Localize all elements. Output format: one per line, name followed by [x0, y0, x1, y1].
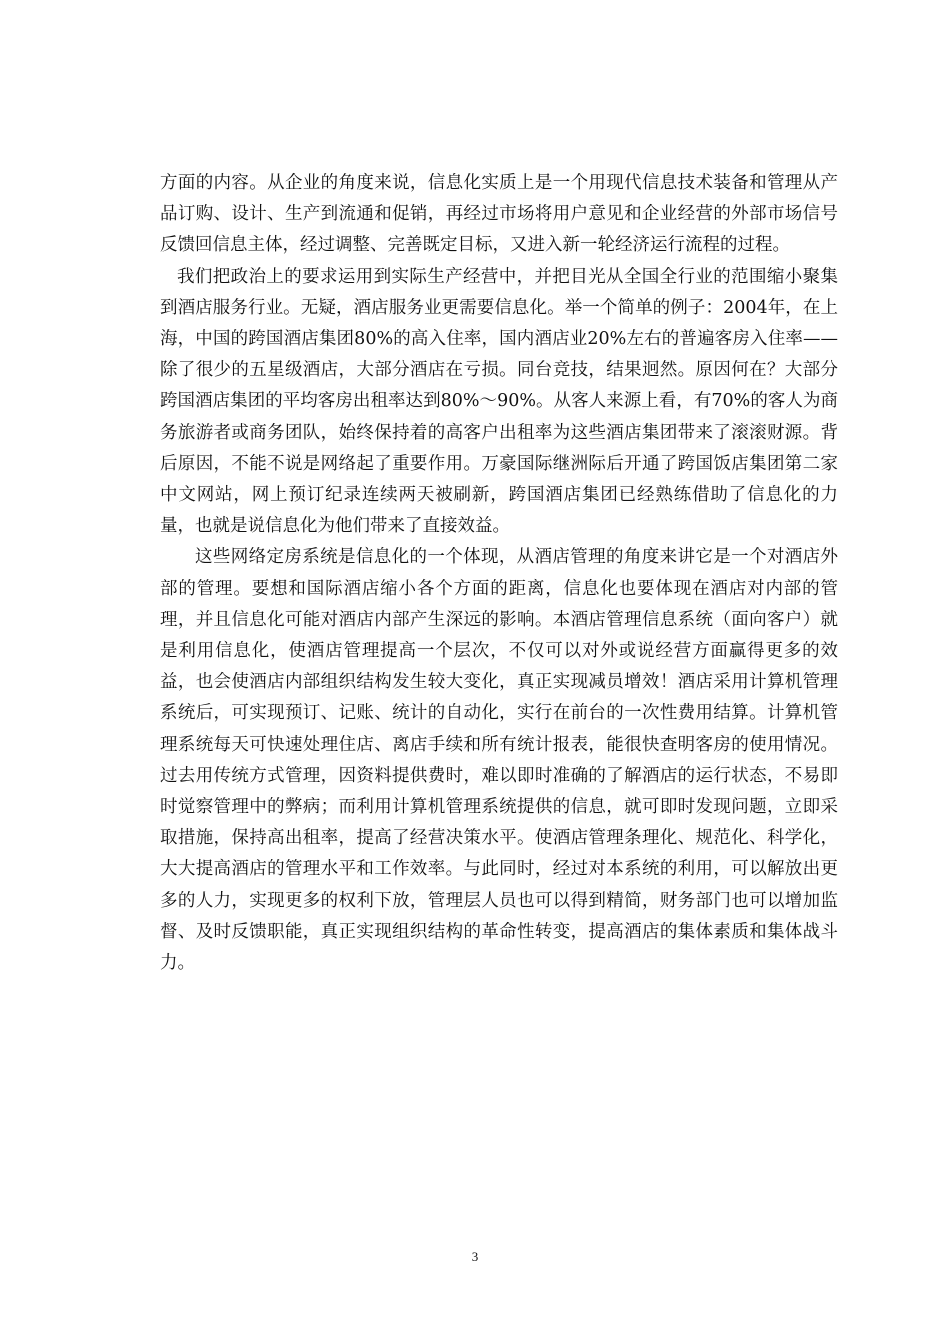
- paragraph-hotel-industry: 我们把政治上的要求运用到实际生产经营中，并把目光从全国全行业的范围缩小聚集到酒店服务行业。无疑，酒店服务业更需要信息化。举一个简单的例子：2004年，在上海，中国的跨国酒店集团80%的高入住率，国内酒店业20%左右的普遍客房入住率——除了很少的五星级酒店，大部分酒店在亏损。同台竞技，结果迥然。原因何在？大部分跨国酒店集团的平均客房出租率达到80%～90%。从客人来源上看，有70%的客人为商务旅游者或商务团队，始终保持着的高客户出租率为这些酒店集团带来了滚滚财源。背后原因，不能不说是网络起了重要作用。万豪国际继洲际后开通了跨国饭店集团第二家中文网站，网上预订纪录连续两天被刷新，跨国酒店集团已经熟练借助了信息化的力量，也就是说信息化为他们带来了直接效益。: [160, 266, 838, 537]
- paragraph-management-system: 这些网络定房系统是信息化的一个体现，从酒店管理的角度来讲它是一个对酒店外部的管理。要想和国际酒店缩小各个方面的距离，信息化也要体现在酒店对内部的管理，并且信息化可能对酒店内部产生深远的影响。本酒店管理信息系统（面向客户）就是利用信息化，使酒店管理提高一个层次，不仅可以对外或说经营方面赢得更多的效益，也会使酒店内部组织结构发生较大变化，真正实现减员增效！酒店采用计算机管理系统后，可实现预订、记账、统计的自动化，实行在前台的一次性费用结算。计算机管理系统每天可快速处理住店、离店手续和所有统计报表，能很快查明客房的使用情况。过去用传统方式管理，因资料提供费时，难以即时准确的了解酒店的运行状态，不易即时觉察管理中的弊病；而利用计算机管理系统提供的信息，就可即时发现问题，立即采取措施，保持高出租率，提高了经营决策水平。使酒店管理条理化、规范化、科学化，大大提高酒店的管理水平和工作效率。与此同时，经过对本系统的利用，可以解放出更多的人力，实现更多的权利下放，管理层人员也可以得到精简，财务部门也可以增加监督、及时反馈职能，真正实现组织结构的革命性转变，提高酒店的集体素质和集体战斗力。: [160, 547, 838, 974]
- body-text: [160, 168, 838, 979]
- page-number: 3: [471, 1249, 479, 1264]
- paragraph-continuation: 方面的内容。从企业的角度来说，信息化实质上是一个用现代信息技术装备和管理从产品订购、设计、生产到流通和促销，再经过市场将用户意见和企业经营的外部市场信号反馈回信息主体，经过调整、完善既定目标，又进入新一轮经济运行流程的过程。: [160, 173, 838, 256]
